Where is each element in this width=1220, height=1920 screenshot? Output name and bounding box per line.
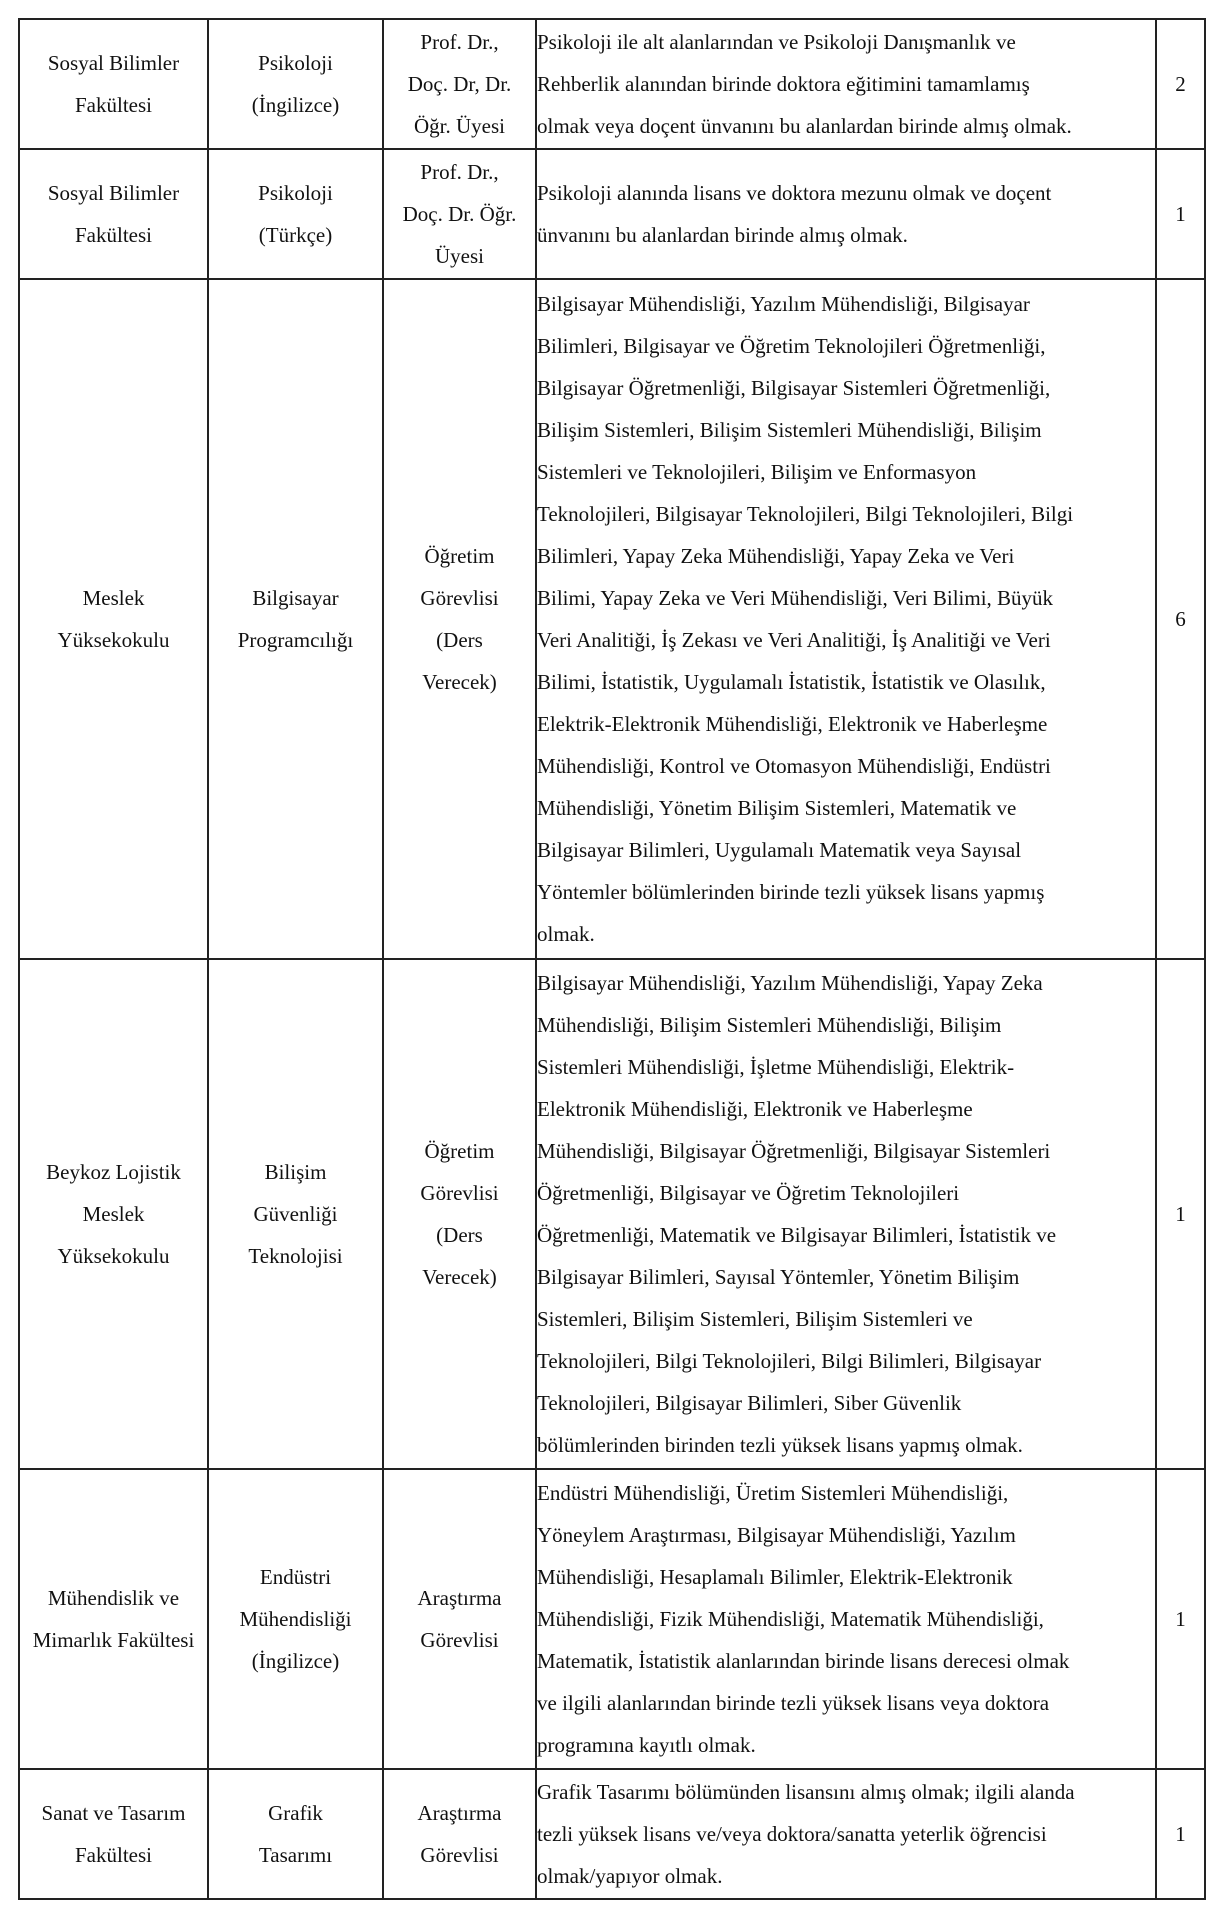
department-name: Endüstri Mühendisliği (İngilizce) — [239, 1565, 352, 1673]
requirements-cell — [536, 279, 1156, 959]
count-cell — [1156, 1469, 1205, 1769]
requirements-cell — [536, 1769, 1156, 1899]
faculty-cell — [19, 149, 208, 279]
requirements-text: Psikoloji alanında lisans ve doktora mezunu olmak ve doçent ünvanını bu alanlardan birinde almış olmak. — [537, 181, 1052, 247]
requirements-cell — [536, 19, 1156, 149]
faculty-cell — [19, 279, 208, 959]
title-cell — [383, 149, 536, 279]
title-cell — [383, 279, 536, 959]
faculty-cell — [19, 1469, 208, 1769]
faculty-name: Beykoz Lojistik Meslek Yüksekokulu — [46, 1160, 181, 1268]
requirements-text: Bilgisayar Mühendisliği, Yazılım Mühendisliği, Yapay Zeka Mühendisliği, Bilişim Sistemleri Mühendisliği, Bilişim Sistemleri Mühendisliği, İşletme Mühendisliği, Elektrik- Elektronik Mühendisliği, Elektronik ve Haberleşme Mühendisliği, Bilgisayar Öğretmenliği, Bilgisayar Sistemleri Öğretmenliği, Bilgisayar ve Öğretim Teknolojileri Öğretmenliği, Matematik ve Bilgisayar Bilimleri, İstatistik ve Bilgisayar Bilimleri, Sayısal Yöntemler, Yönetim Bilişim Sistemleri, Bilişim Sistemleri, Bilişim Sistemleri ve Teknolojileri, Bilgi Teknolojileri, Bilgi Bilimleri, Bilgisayar Teknolojileri, Bilgisayar Bilimleri, Siber Güvenlik bölümlerinden birinden tezli yüksek lisans yapmış olmak. — [537, 971, 1057, 1457]
requirements-text: Grafik Tasarımı bölümünden lisansını almış olmak; ilgili alanda tezli yüksek lisans ve/veya doktora/sanatta yeterlik öğrencisi olmak/yapıyor olmak. — [537, 1780, 1075, 1888]
department-name: Psikoloji (Türkçe) — [258, 181, 333, 247]
count-cell — [1156, 1769, 1205, 1899]
positions-table — [18, 18, 1206, 1900]
faculty-cell — [19, 19, 208, 149]
department-name: Bilgisayar Programcılığı — [237, 586, 354, 652]
title-cell — [383, 19, 536, 149]
table-row — [19, 19, 1205, 149]
position-count: 1 — [1175, 202, 1186, 226]
department-name: Bilişim Güvenliği Teknolojisi — [248, 1160, 343, 1268]
academic-title: Öğretim Görevlisi (Ders Verecek) — [420, 1139, 499, 1289]
faculty-cell — [19, 959, 208, 1469]
requirements-text: Endüstri Mühendisliği, Üretim Sistemleri Mühendisliği, Yöneylem Araştırması, Bilgisayar Mühendisliği, Yazılım Mühendisliği, Hesaplamalı Bilimler, Elektrik-Elektronik Mühendisliği, Fizik Mühendisliği, Matematik Mühendisliği, Matematik, İstatistik alanlarından birinde lisans derecesi olmak ve ilgili alanlarından birinde tezli yüksek lisans veya doktora programına kayıtlı olmak. — [537, 1481, 1070, 1757]
department-cell — [208, 1769, 383, 1899]
academic-title: Prof. Dr., Doç. Dr. Öğr. Üyesi — [402, 160, 517, 268]
table-row — [19, 959, 1205, 1469]
academic-title: Öğretim Görevlisi (Ders Verecek) — [420, 544, 499, 694]
position-count: 2 — [1175, 72, 1186, 96]
position-count: 1 — [1175, 1202, 1186, 1226]
count-cell — [1156, 19, 1205, 149]
department-cell — [208, 959, 383, 1469]
faculty-name: Sosyal Bilimler Fakültesi — [47, 51, 180, 117]
requirements-text: Psikoloji ile alt alanlarından ve Psikoloji Danışmanlık ve Rehberlik alanından birinde doktora eğitimini tamamlamış olmak veya doçent ünvanını bu alanlardan birinde almış olmak. — [537, 30, 1072, 138]
table-row — [19, 1769, 1205, 1899]
faculty-name: Sosyal Bilimler Fakültesi — [47, 181, 180, 247]
department-cell — [208, 149, 383, 279]
count-cell — [1156, 149, 1205, 279]
requirements-text: Bilgisayar Mühendisliği, Yazılım Mühendisliği, Bilgisayar Bilimleri, Bilgisayar ve Öğretim Teknolojileri Öğretmenliği, Bilgisayar Öğretmenliği, Bilgisayar Sistemleri Öğretmenliği, Bilişim Sistemleri, Bilişim Sistemleri Mühendisliği, Bilişim Sistemleri ve Teknolojileri, Bilişim ve Enformasyon Teknolojileri, Bilgisayar Teknolojileri, Bilgi Teknolojileri, Bilgi Bilimleri, Yapay Zeka Mühendisliği, Yapay Zeka ve Veri Bilimi, Yapay Zeka ve Veri Mühendisliği, Veri Bilimi, Büyük Veri Analitiği, İş Zekası ve Veri Analitiği, İş Analitiği ve Veri Bilimi, İstatistik, Uygulamalı İstatistik, İstatistik ve Olasılık, Elektrik-Elektronik Mühendisliği, Elektronik ve Haberleşme Mühendisliği, Kontrol ve Otomasyon Mühendisliği, Endüstri Mühendisliği, Yönetim Bilişim Sistemleri, Matematik ve Bilgisayar Bilimleri, Uygulamalı Matematik veya Sayısal Yöntemler bölümlerinden birinde tezli yüksek lisans yapmış olmak. — [537, 292, 1074, 946]
requirements-cell — [536, 1469, 1156, 1769]
count-cell — [1156, 279, 1205, 959]
position-count: 1 — [1175, 1822, 1186, 1846]
count-cell — [1156, 959, 1205, 1469]
faculty-cell — [19, 1769, 208, 1899]
title-cell — [383, 1469, 536, 1769]
table-row — [19, 149, 1205, 279]
department-cell — [208, 1469, 383, 1769]
department-cell — [208, 19, 383, 149]
faculty-name: Sanat ve Tasarım Fakültesi — [41, 1801, 186, 1867]
requirements-cell — [536, 149, 1156, 279]
table-row — [19, 1469, 1205, 1769]
position-count: 6 — [1175, 607, 1186, 631]
position-count: 1 — [1175, 1607, 1186, 1631]
academic-title: Prof. Dr., Doç. Dr, Dr. Öğr. Üyesi — [407, 30, 512, 138]
faculty-name: Mühendislik ve Mimarlık Fakültesi — [32, 1586, 195, 1652]
department-name: Psikoloji (İngilizce) — [251, 51, 340, 117]
faculty-name: Meslek Yüksekokulu — [57, 586, 170, 652]
table-row — [19, 279, 1205, 959]
department-name: Grafik Tasarımı — [258, 1801, 333, 1867]
title-cell — [383, 1769, 536, 1899]
academic-title: Araştırma Görevlisi — [417, 1586, 502, 1652]
department-cell — [208, 279, 383, 959]
academic-title: Araştırma Görevlisi — [417, 1801, 502, 1867]
title-cell — [383, 959, 536, 1469]
requirements-cell — [536, 959, 1156, 1469]
